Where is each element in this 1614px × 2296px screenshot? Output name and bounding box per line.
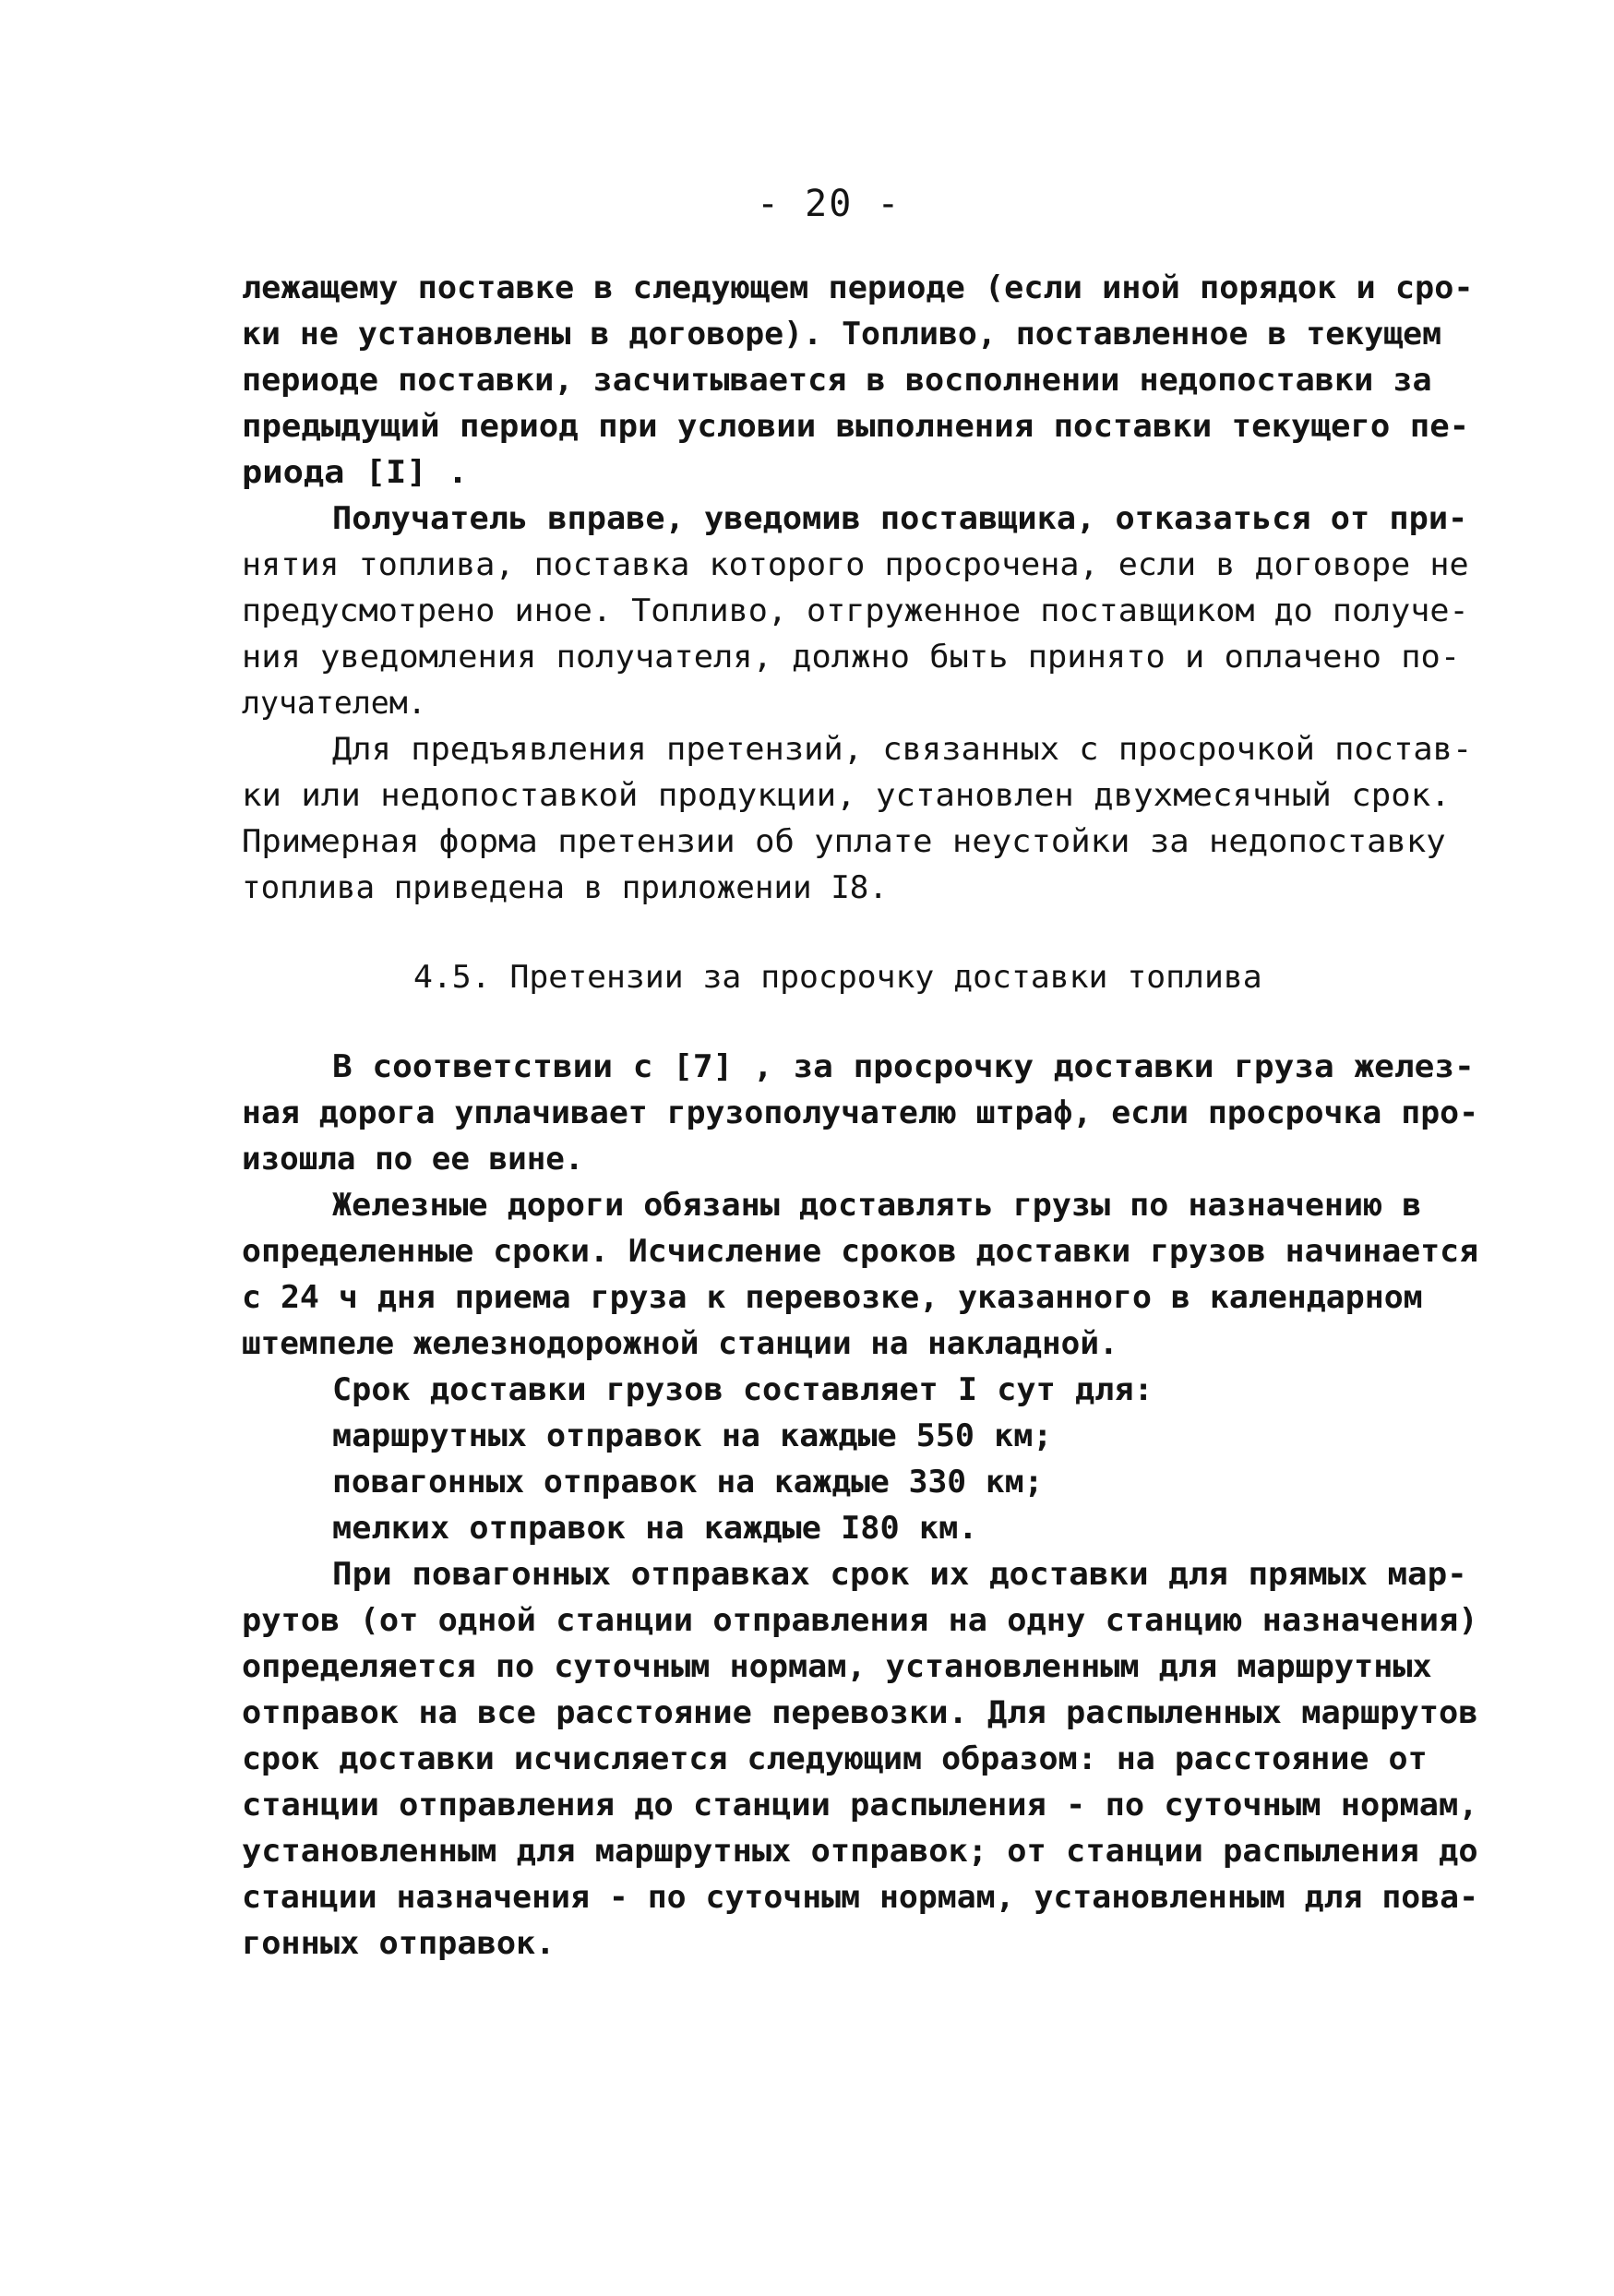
para-line: периоде поставки, засчитывается в восполнении недопоставки за: [242, 362, 1432, 399]
para-line: определяется по суточным нормам, установленным для маршрутных: [242, 1648, 1432, 1685]
para-line: риода [I] .: [242, 454, 469, 491]
para-line: определенные сроки. Исчисление сроков доставки грузов начинается: [242, 1233, 1479, 1270]
section-heading: 4.5. Претензии за просрочку доставки топлива: [413, 959, 1262, 996]
para-line: нятия топлива, поставка которого просрочена, если в договоре не: [242, 546, 1469, 583]
para-line: ки не установлены в договоре). Топливо, поставленное в текущем: [242, 316, 1442, 353]
list-item: маршрутных отправок на каждые 550 км;: [332, 1417, 1053, 1454]
para-line: Получатель вправе, уведомив поставщика, отказаться от при-: [332, 500, 1468, 537]
para-line: ки или недопоставкой продукции, установлен двухмесячный срок.: [242, 777, 1451, 814]
list-item: мелких отправок на каждые I80 км.: [332, 1510, 978, 1547]
para-line: При повагонных отправках срок их доставки для прямых мар-: [332, 1556, 1467, 1593]
para-line: ния уведомления получателя, должно быть принято и оплачено по-: [242, 639, 1461, 676]
para-line: Срок доставки грузов составляет I сут для:: [332, 1371, 1154, 1408]
para-line: предусмотрено иное. Топливо, отгруженное поставщиком до получе-: [242, 592, 1469, 629]
para-line: станции отправления до станции распыления - по суточным нормам,: [242, 1787, 1478, 1824]
para-line: Примерная форма претензии об уплате неустойки за недопоставку: [242, 823, 1446, 860]
page-number: - 20 -: [757, 183, 902, 225]
para-line: Для предъявления претензий, связанных с просрочкой постав-: [332, 731, 1473, 768]
para-line: лежащему поставке в следующем периоде (если иной порядок и сро-: [242, 269, 1474, 306]
list-item: повагонных отправок на каждые 330 км;: [332, 1464, 1044, 1501]
para-line: штемпеле железнодорожной станции на накладной.: [242, 1325, 1118, 1362]
para-line: станции назначения - по суточным нормам, установленным для пова-: [242, 1879, 1479, 1916]
para-line: предыдущий период при условии выполнения поставки текущего пе-: [242, 408, 1470, 445]
para-line: установленным для маршрутных отправок; от станции распыления до: [242, 1833, 1478, 1870]
para-line: лучателем.: [242, 685, 426, 722]
para-line: Железные дороги обязаны доставлять грузы по назначению в: [332, 1187, 1422, 1224]
para-line: изошла по ее вине.: [242, 1141, 584, 1178]
para-line: рутов (от одной станции отправления на одну станцию назначения): [242, 1602, 1478, 1639]
para-line: топлива приведена в приложении I8.: [242, 869, 888, 906]
para-line: срок доставки исчисляется следующим образом: на расстояние от: [242, 1740, 1428, 1777]
para-line: с 24 ч дня приема груза к перевозке, указанного в календарном: [242, 1279, 1423, 1316]
para-line: гонных отправок.: [242, 1925, 556, 1962]
para-line: ная дорога уплачивает грузополучателю штраф, если просрочка про-: [242, 1094, 1479, 1131]
para-line: В соответствии с [7] , за просрочку доставки груза желез-: [332, 1048, 1475, 1085]
para-line: отправок на все расстояние перевозки. Для распыленных маршрутов: [242, 1694, 1478, 1731]
